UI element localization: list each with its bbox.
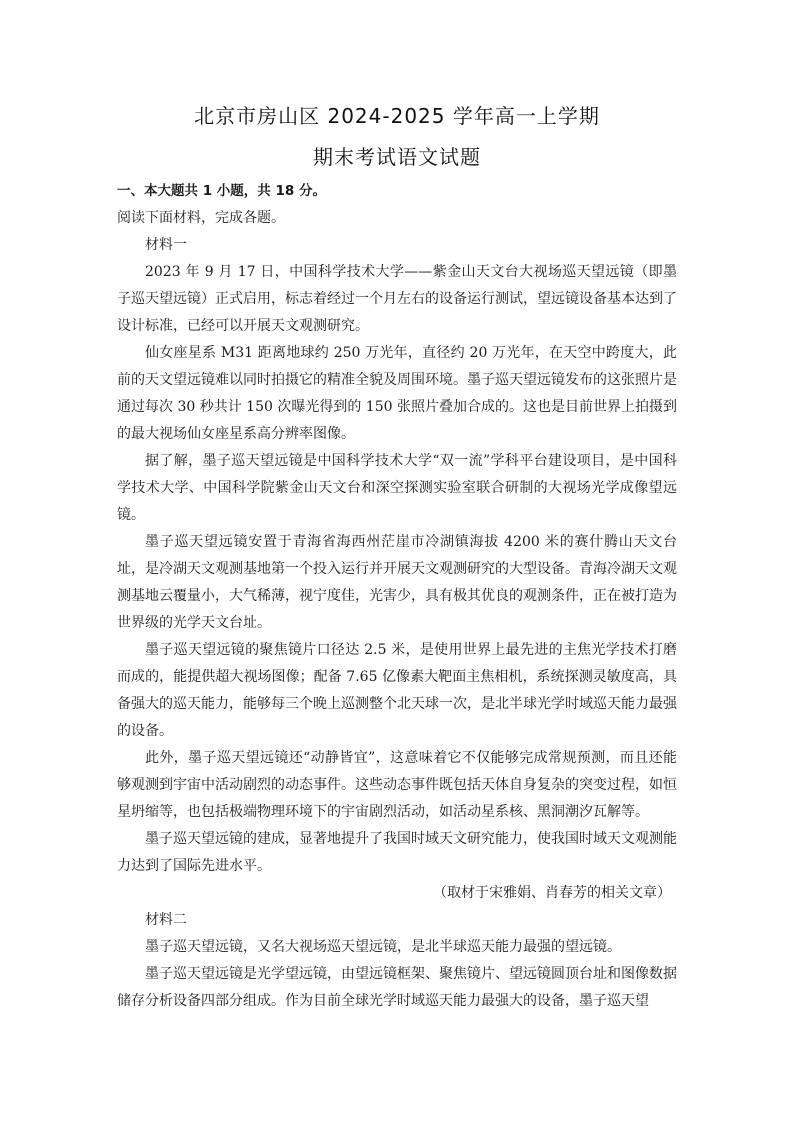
material1-paragraph: 墨子巡天望远镜安置于青海省海西州茫崖市冷湖镇海拔 4200 米的赛什腾山天文台址，是冷湖天文观测基地第一个投入运行并开展天文观测研究的大型设备。青海冷湖天文观测基地云覆量小，大气稀薄，视宁度佳，光害少，具有极其优良的观测条件，正在被打造为世界级的光学天文台址。 — [117, 534, 677, 631]
document-title-line1: 北京市房山区 2024-2025 学年高一上学期 — [194, 104, 600, 128]
material1-paragraph: 此外，墨子巡天望远镜还“动静皆宜”，这意味着它不仅能够完成常规预测，而且还能够观测到宇宙中活动剧烈的动态事件。这些动态事件既包括天体自身复杂的突变过程，如恒星坍缩等，也包括极端物理环境下的宇宙剧烈活动，如活动星系核、黑洞潮汐瓦解等。 — [117, 750, 677, 820]
material1-label: 材料一 — [145, 237, 187, 253]
material2-paragraph: 墨子巡天望远镜是光学望远镜，由望远镜框架、聚焦镜片、望远镜圆顶台址和图像数据储存分析设备四部分组成。作为目前全球光学时域巡天能力最强大的设备，墨子巡天望 — [117, 966, 677, 1009]
document-body — [117, 178, 677, 1015]
document-title-line2: 期末考试语文试题 — [313, 145, 481, 169]
material1-paragraph: 据了解，墨子巡天望远镜是中国科学技术大学“双一流”学科平台建设项目，是中国科学技术大学、中国科学院紫金山天文台和深空探测实验室联合研制的大视场光学成像望远镜。 — [117, 453, 677, 523]
material1-paragraph: 墨子巡天望远镜的聚焦镜片口径达 2.5 米，是使用世界上最先进的主焦光学技术打磨而成的，能提供超大视场图像；配备 7.65 亿像素大靶面主焦相机，系统探测灵敏度高，具备强大的巡天能力，能够每三个晚上巡测整个北天球一次，是北半球光学时域巡天能力最强的设备。 — [117, 642, 677, 739]
material1-paragraph: 仙女座星系 M31 距离地球约 250 万光年，直径约 20 万光年，在天空中跨度大，此前的天文望远镜难以同时拍摄它的精准全貌及周围环境。墨子巡天望远镜发布的这张照片是通过每次 30 秒共计 150 次曝光得到的 150 张照片叠加合成的。这也是目前世界上拍摄到的最大视场仙女座星系高分辨率图像。 — [117, 345, 677, 442]
material2-label: 材料二 — [145, 912, 187, 928]
material2-paragraph: 墨子巡天望远镜，又名大视场巡天望远镜，是北半球巡天能力最强的望远镜。 — [145, 939, 621, 955]
material1-paragraph: 墨子巡天望远镜的建成，显著地提升了我国时域天文研究能力，使我国时域天文观测能力达到了国际先进水平。 — [117, 831, 677, 874]
material1-paragraph: 2023 年 9 月 17 日，中国科学技术大学——紫金山天文台大视场巡天望远镜（即墨子巡天望远镜）正式启用，标志着经过一个月左右的设备运行测试，望远镜设备基本达到了设计标准，已经可以开展天文观测研究。 — [117, 264, 677, 334]
section-instruction: 阅读下面材料，完成各题。 — [117, 210, 285, 226]
material1-source: （取材于宋雅娟、肖春芳的相关文章） — [433, 885, 671, 901]
section-heading: 一、本大题共 1 小题，共 18 分。 — [117, 183, 326, 199]
